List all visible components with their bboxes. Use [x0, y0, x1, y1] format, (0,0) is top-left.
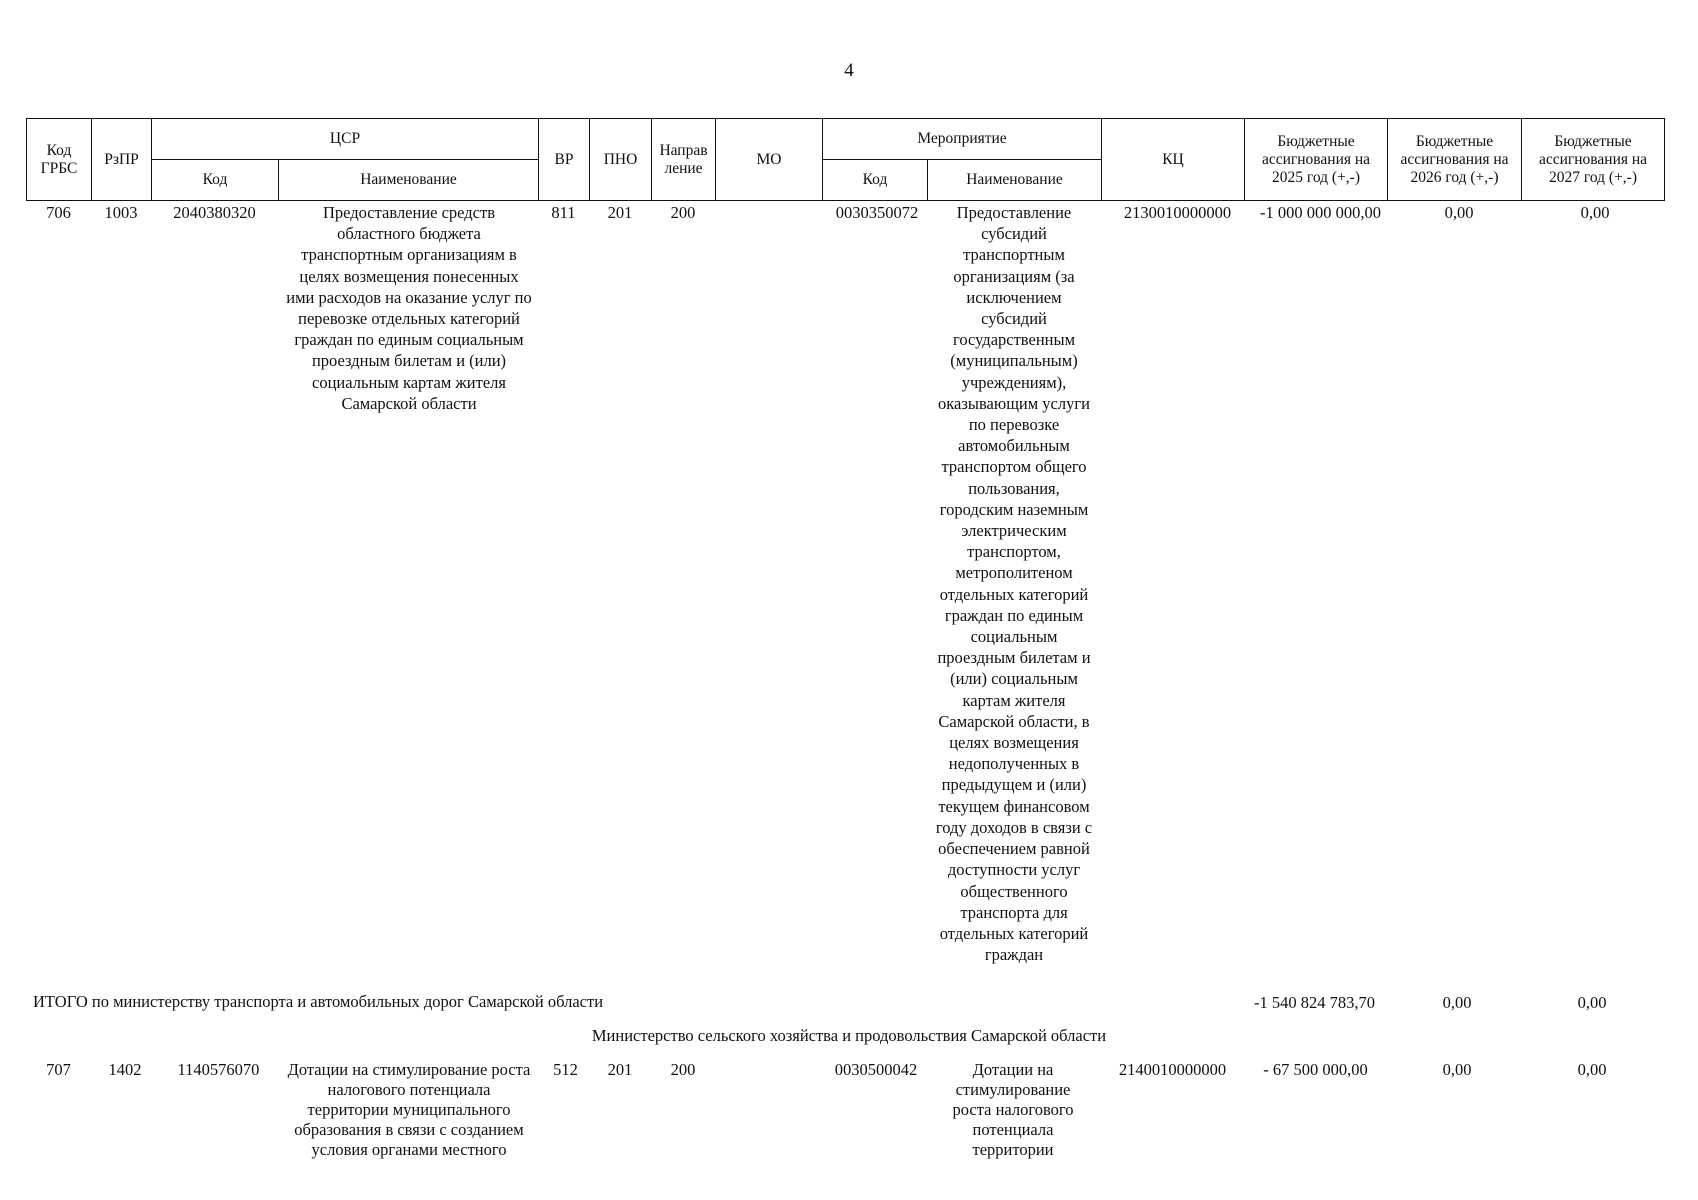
total-b2027: 0,00 — [1577, 993, 1607, 1012]
row1-pno: 201 — [607, 203, 633, 222]
row1-b2026: 0,00 — [1444, 203, 1474, 222]
header-mer-name: Наименование — [928, 160, 1102, 201]
row1-grbs: 706 — [46, 203, 71, 222]
row2-rzpr: 1402 — [108, 1060, 142, 1079]
row1-mer-kod: 0030350072 — [835, 203, 919, 222]
header-csr-kod: Код — [152, 160, 279, 201]
row1-b2025: -1 000 000 000,00 — [1260, 203, 1381, 222]
header-b2027: Бюджетные ассигнования на 2027 год (+,-) — [1522, 119, 1665, 201]
row2-csr-kod: 1140576070 — [177, 1060, 260, 1079]
header-pno: ПНО — [590, 119, 652, 201]
total-b2025: -1 540 824 783,70 — [1254, 993, 1375, 1012]
header-napr: Направ ление — [652, 119, 716, 201]
header-meropr: Мероприятие — [823, 119, 1102, 160]
header-rzpr: РзПР — [92, 119, 152, 201]
row1-napr: 200 — [670, 203, 696, 222]
header-vr: ВР — [539, 119, 590, 201]
row2-mer-kod: 0030500042 — [834, 1060, 918, 1079]
total-label: ИТОГО по министерству транспорта и автомобильных дорог Самарской области — [33, 992, 604, 1011]
page-number: 4 — [844, 60, 854, 81]
header-kc: КЦ — [1102, 119, 1245, 201]
row1-csr-name: Предоставление средств областного бюджета транспортным организациям в целях возмещения понесенных ими расходов на оказание услуг по перевозке отдельных категорий граждан по единым социальным проездным билетам и (или) социальным картам жителя Самарской области — [286, 203, 532, 413]
row2-b2027: 0,00 — [1577, 1060, 1607, 1079]
header-csr-name: Наименование — [279, 160, 539, 201]
row2-b2026: 0,00 — [1442, 1060, 1472, 1079]
row2-kc: 2140010000000 — [1118, 1060, 1227, 1079]
table-header — [26, 118, 1665, 201]
row2-napr: 200 — [670, 1060, 696, 1079]
row1-vr: 811 — [551, 203, 576, 222]
header-mer-kod: Код — [823, 160, 928, 201]
row1-mer-name: Предоставление субсидий транспортным организациям (за исключением субсидий государственным (муниципальным) учреждениям), оказывающим услуги по перевозке автомобильным транспортом общего пользования, городским наземным электрическим транспортом, метрополитеном отдельных категорий граждан по единым социальным проездным билетам и (или) социальным картам жителя Самарской области, в целях возмещения недополученных в предыдущем и (или) текущем финансовом году доходов в связи с обеспечением равной доступности услуг общественного транспорта для отдельных категорий граждан — [935, 203, 1093, 965]
row1-csr-kod: 2040380320 — [173, 203, 256, 222]
row2-vr: 512 — [553, 1060, 578, 1079]
header-b2025: Бюджетные ассигнования на 2025 год (+,-) — [1245, 119, 1388, 201]
row2-grbs: 707 — [46, 1060, 71, 1079]
row1-b2027: 0,00 — [1580, 203, 1610, 222]
row2-mer-name: Дотации на стимулирование роста налогового потенциала территории — [952, 1060, 1074, 1159]
header-b2026: Бюджетные ассигнования на 2026 год (+,-) — [1388, 119, 1522, 201]
total-b2026: 0,00 — [1442, 993, 1472, 1012]
row1-kc: 2130010000000 — [1123, 203, 1232, 222]
header-mo: МО — [716, 119, 823, 201]
row1-rzpr: 1003 — [104, 203, 138, 222]
header-kod-grbs: Код ГРБС — [27, 119, 92, 201]
row2-pno: 201 — [607, 1060, 633, 1079]
row2-b2025: - 67 500 000,00 — [1263, 1060, 1368, 1079]
header-csr: ЦСР — [152, 119, 539, 160]
row2-csr-name: Дотации на стимулирование роста налогового потенциала территории муниципального образования в связи с созданием условия органами местного — [287, 1060, 531, 1159]
ministry-heading: Министерство сельского хозяйства и продовольствия Самарской области — [591, 1026, 1107, 1045]
